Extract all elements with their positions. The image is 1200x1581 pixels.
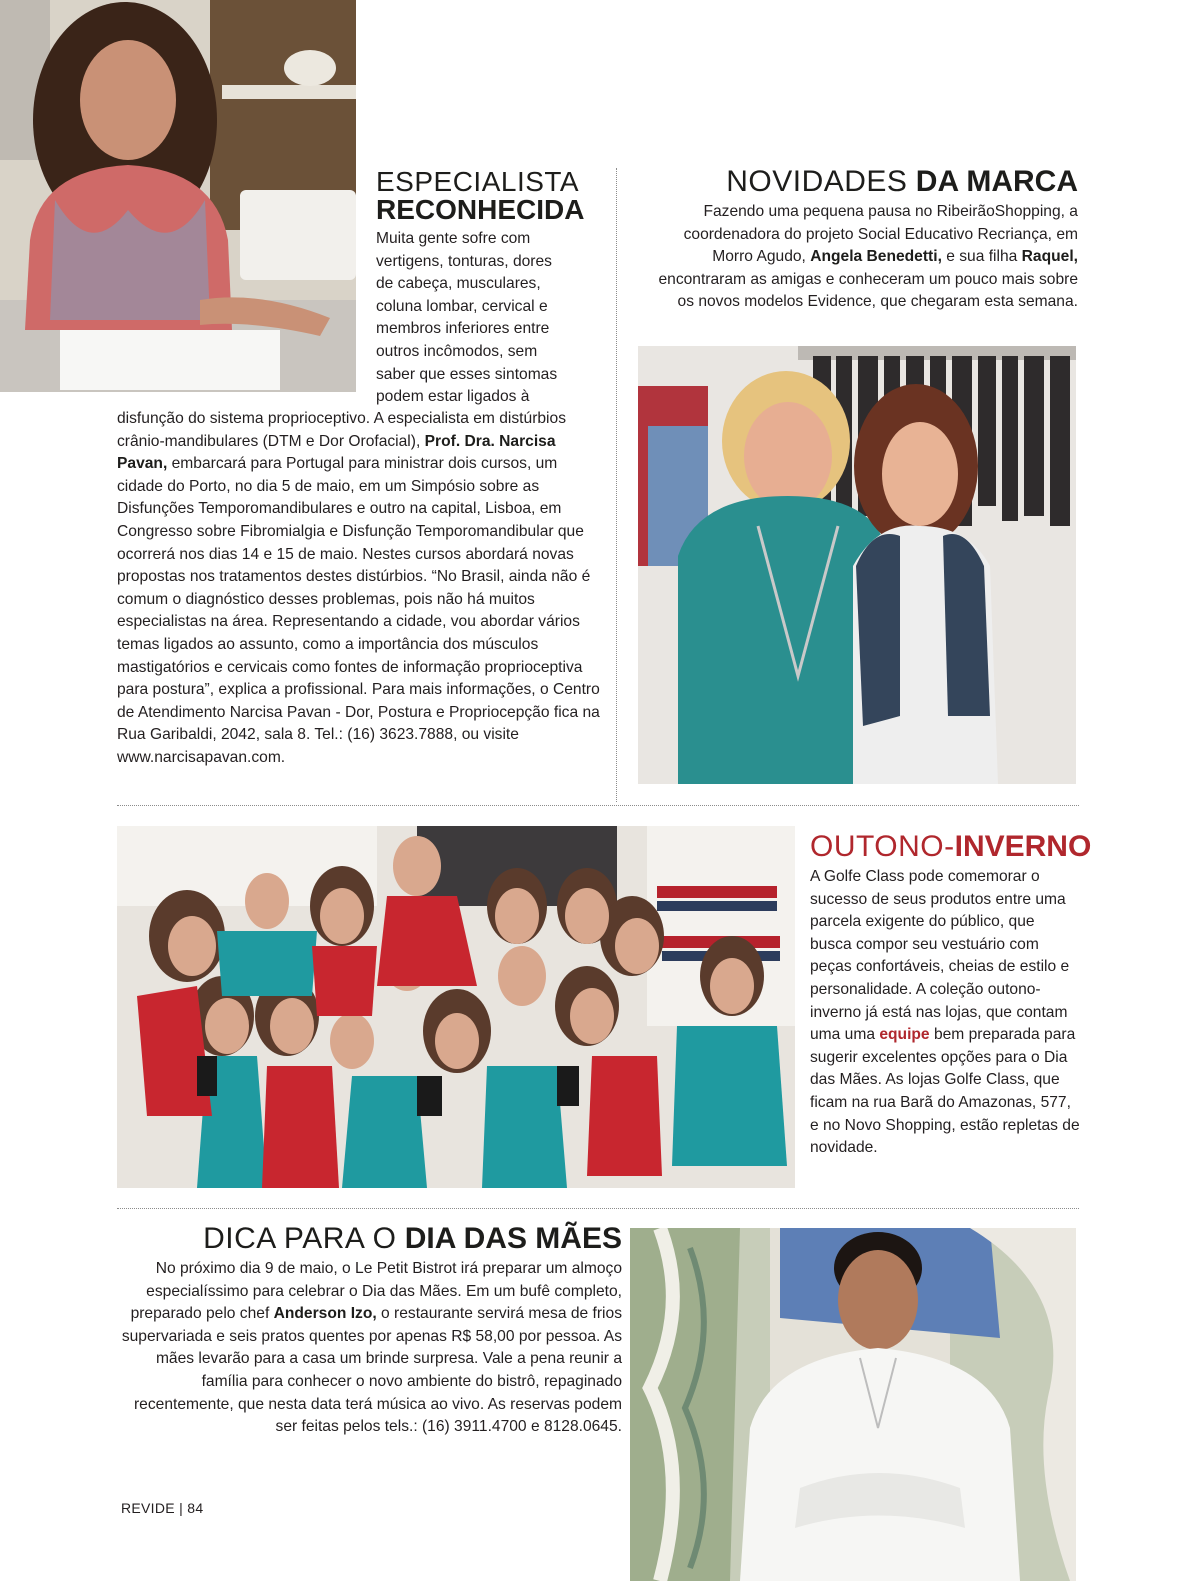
section-divider (117, 1208, 1079, 1209)
brand-news-title (620, 166, 1078, 198)
column-divider (616, 168, 617, 802)
brand-news-part3: encontraram as amigas e conheceram um pouco mais sobre os novos modelos Evidence, que chegaram esta semana. (658, 270, 1078, 311)
text-line: saber que esses sintomas (376, 365, 558, 383)
page-footer: REVIDE | 84 (121, 1500, 204, 1516)
photo-specialist (0, 0, 356, 392)
photo-golfe-class-team (117, 826, 795, 1188)
photo-brand-news (638, 346, 1076, 784)
text-line: membros inferiores entre (376, 320, 550, 338)
section-divider (117, 805, 1079, 806)
specialist-body-part2: embarcará para Portugal para ministrar dois cursos, um cidade do Porto, no dia 5 de maio, em um Simpósio sobre as Disfunções Temporomandibulares e outro na capital, Lisboa, em Congresso sobre Fibromialgia e Disfunção Temporomandibular que ocorrerá nos dias 14 e 15 de maio. Nestes cursos abordará novas propostas nos tratamentos destes distúrbios. “No Brasil, ainda não é comum o diagnóstico desses problemas, pois não há muitos especialistas na área. Representando a cidade, vou abordar vários temas ligados ao assunto, como a importância dos músculos mastigatórios e cervicais como fontes de informação proprioceptiva para postura”, explica a profissional. Para mais informações, o Centro de Atendimento Narcisa Pavan - Dor, Postura e Propriocepção fica na Rua Garibaldi, 2042, sala 8. Tel.: (16) 3623.7888, ou visite www.narcisapavan.com. (117, 455, 600, 766)
autumn-winter-body (810, 866, 1080, 1160)
specialist-title-thin: ESPECIALISTA (376, 166, 580, 197)
brand-news-part2: e sua filha (941, 248, 1022, 266)
text-line: podem estar ligados à (376, 388, 530, 406)
specialist-name: Prof. Dra. Narcisa Pavan, (117, 432, 556, 473)
mothers-day-part2: o restaurante servirá mesa de frios supervariada e seis pratos quentes por apenas R$ 58,00 por pessoa. As mães levarão para a casa um brinde surpresa. Vale a pena reunir a família para conhecer o novo ambiente do bistrô, repaginado recentemente, que nesta data terá música ao vivo. As reservas podem ser feitas pelos tels.: (16) 3911.4700 e 8128.0645. (121, 1305, 622, 1436)
magazine-name: REVIDE (121, 1500, 175, 1516)
brand-news-part1: Fazendo uma pequena pausa no RibeirãoShopping, a coordenadora do projeto Social Educativo Recriança, em Morro Agudo, (683, 203, 1078, 266)
autumn-winter-highlight: equipe (879, 1026, 930, 1044)
autumn-winter-title-thin: OUTONO- (810, 830, 955, 863)
specialist-body (117, 408, 607, 770)
text-line: coluna lombar, cervical e (376, 297, 548, 315)
brand-news-title-thin: NOVIDADES (726, 165, 908, 198)
specialist-body-part1: disfunção do sistema proprioceptivo. A especialista em distúrbios crânio-mandibulares (DTM e Dor Orofacial), (117, 410, 566, 450)
text-line: outros incômodos, sem (376, 342, 538, 360)
specialist-title-bold: RECONHECIDA (376, 194, 585, 225)
autumn-winter-title-bold: INVERNO (954, 830, 1092, 863)
photo-chef (630, 1228, 1076, 1581)
specialist-title (376, 168, 584, 224)
text-line: vertigens, tonturas, dores (376, 252, 552, 270)
mothers-day-title-thin: DICA PARA O (203, 1222, 397, 1255)
mothers-day-body (120, 1258, 622, 1439)
brand-news-title-bold: DA MARCA (915, 165, 1078, 198)
mothers-day-title (120, 1222, 622, 1256)
text-line: Muita gente sofre com (376, 230, 531, 247)
brand-news-name2: Raquel, (1021, 248, 1078, 266)
autumn-winter-part1: A Golfe Class pode comemorar o sucesso de seus produtos entre uma parcela exigente do público, que busca compor seu vestuário com peças confortáveis, cheias de estilo e personalidade. A coleção outono-inverno já está nas lojas, que contam uma uma (810, 868, 1070, 1044)
brand-news-name1: Angela Benedetti, (810, 248, 942, 266)
specialist-intro (376, 228, 604, 409)
autumn-winter-title (810, 830, 1091, 864)
brand-news-body (640, 201, 1078, 314)
mothers-day-part1: No próximo dia 9 de maio, o Le Petit Bistrot irá preparar um almoço especialíssimo para celebrar o Dia das Mães. Em um bufê completo, preparado pelo chef (130, 1260, 622, 1323)
mothers-day-title-bold: DIA DAS MÃES (404, 1222, 622, 1255)
text-line: de cabeça, musculares, (376, 275, 541, 293)
page-number: 84 (187, 1500, 204, 1516)
autumn-winter-part2: bem preparada para sugerir excelentes opções para o Dia das Mães. As lojas Golfe Class, que ficam na rua Barã do Amazonas, 577, e no Novo Shopping, estão repletas de novidade. (810, 1026, 1080, 1157)
mothers-day-chef-name: Anderson Izo, (273, 1305, 377, 1323)
